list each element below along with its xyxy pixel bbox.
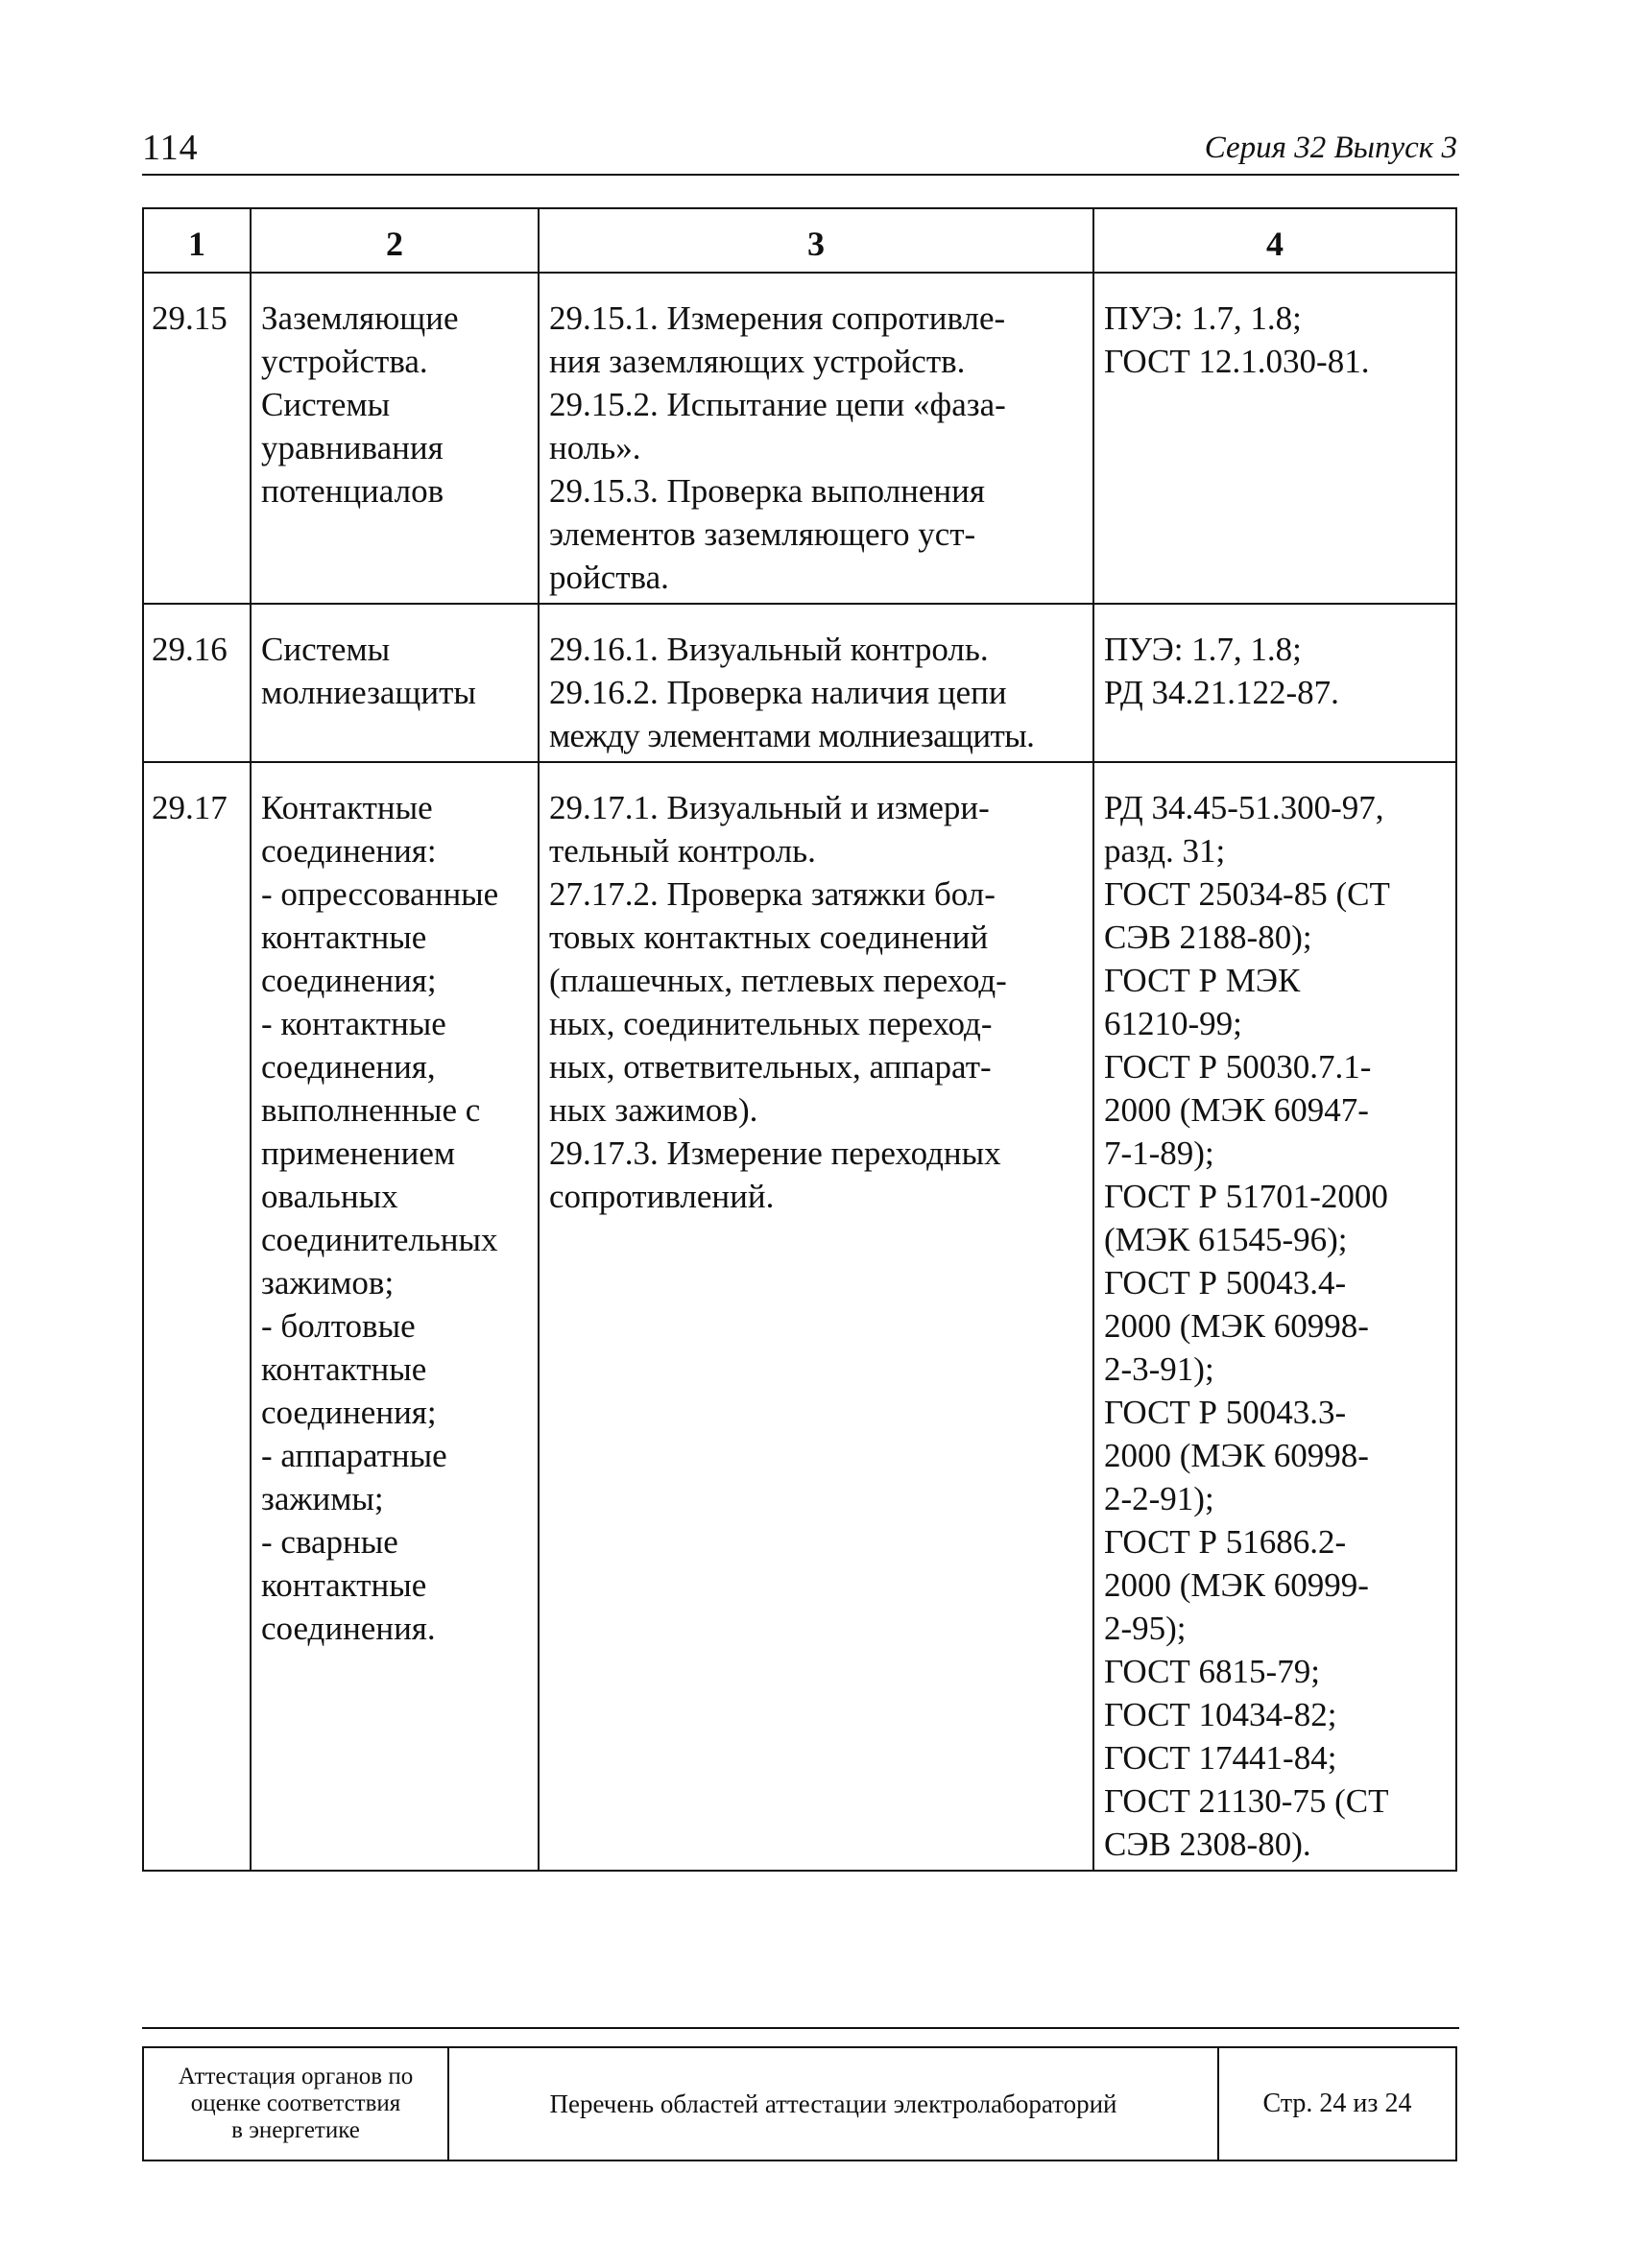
cell-line: ных, ответвительных, аппарат- [549, 1048, 992, 1086]
series-title: Серия 32 Выпуск 3 [1204, 131, 1457, 165]
cell-line: соединения: [261, 832, 437, 870]
cell-line: - аппаратные [261, 1437, 447, 1474]
column-header: 4 [1093, 208, 1456, 273]
cell-line: 29.15.1. Измерения сопротивле- [549, 299, 1006, 337]
cell-line: ПУЭ: 1.7, 1.8; [1104, 631, 1302, 668]
cell-line: Системы [261, 631, 391, 668]
cell-line: выполненные с [261, 1091, 481, 1129]
cell-line: 61210-99; [1104, 1005, 1242, 1042]
column-header: 2 [251, 208, 539, 273]
object-cell [251, 273, 539, 604]
cell-line: Заземляющие [261, 299, 459, 337]
cell-line: 2000 (МЭК 60998- [1104, 1307, 1369, 1345]
cell-line: (МЭК 61545-96); [1104, 1221, 1348, 1258]
row-number: 29.15 [143, 273, 251, 604]
cell-line: ных зажимов). [549, 1091, 758, 1129]
cell-line: зажимы; [261, 1480, 384, 1517]
cell-line: ГОСТ 17441-84; [1104, 1739, 1337, 1777]
docs-cell [1093, 273, 1456, 604]
attestation-table [142, 207, 1457, 1872]
checks-cell [539, 604, 1093, 762]
cell-line: 27.17.2. Проверка затяжки бол- [549, 875, 996, 913]
cell-line: ПУЭ: 1.7, 1.8; [1104, 299, 1302, 337]
cell-line: РД 34.21.122-87. [1104, 674, 1339, 711]
cell-line: разд. 31; [1104, 832, 1226, 870]
footer-page-indicator: Стр. 24 из 24 [1218, 2047, 1456, 2161]
cell-line: потенциалов [261, 472, 444, 510]
cell-line: ГОСТ Р 50043.4- [1104, 1264, 1347, 1301]
cell-line: контактные [261, 1350, 427, 1388]
cell-line: элементов заземляющего уст- [549, 515, 976, 553]
cell-line: применением [261, 1134, 456, 1172]
cell-line: молниезащиты [261, 674, 476, 711]
cell-line: 7-1-89); [1104, 1134, 1214, 1172]
cell-line: 29.16.2. Проверка наличия цепи [549, 674, 1007, 711]
cell-line: 29.16.1. Визуальный контроль. [549, 631, 989, 668]
cell-line: ГОСТ 6815-79; [1104, 1653, 1320, 1690]
cell-line: сопротивлений. [549, 1178, 775, 1215]
cell-line: 29.15.2. Испытание цепи «фаза- [549, 386, 1006, 423]
cell-line: РД 34.45-51.300-97, [1104, 789, 1384, 826]
cell-line: ГОСТ 12.1.030-81. [1104, 343, 1370, 380]
cell-line: 2000 (МЭК 60998- [1104, 1437, 1369, 1474]
cell-line: соединения; [261, 1394, 437, 1431]
cell-line: овальных [261, 1178, 398, 1215]
cell-line: устройства. [261, 343, 428, 380]
cell-line: ных, соединительных переход- [549, 1005, 993, 1042]
cell-line: ноль». [549, 429, 641, 466]
footer-document-title: Перечень областей аттестации электролабораторий [448, 2047, 1218, 2161]
cell-line: ГОСТ 10434-82; [1104, 1696, 1337, 1733]
cell-line: ГОСТ Р МЭК [1104, 962, 1301, 999]
table-row [143, 273, 1456, 604]
cell-line: товых контактных соединений [549, 919, 989, 956]
cell-line: 2000 (МЭК 60947- [1104, 1091, 1369, 1129]
cell-line: контактные [261, 919, 427, 956]
cell-line: ния заземляющих устройств. [549, 343, 966, 380]
page-number: 114 [142, 128, 199, 168]
cell-line: - контактные [261, 1005, 446, 1042]
cell-line: 2-95); [1104, 1610, 1187, 1647]
cell-line: ГОСТ 25034-85 (СТ [1104, 875, 1390, 913]
cell-line: 29.17.1. Визуальный и измери- [549, 789, 990, 826]
cell-line: контактные [261, 1566, 427, 1604]
header-divider [142, 174, 1459, 176]
cell-line: ГОСТ Р 50030.7.1- [1104, 1048, 1372, 1086]
cell-line: соединительных [261, 1221, 498, 1258]
cell-line: - сварные [261, 1523, 398, 1561]
cell-line: тельный контроль. [549, 832, 816, 870]
cell-line: - болтовые [261, 1307, 416, 1345]
footer-line: в энергетике [231, 2117, 360, 2143]
footer-table [142, 2046, 1457, 2161]
cell-line: ройства. [549, 559, 669, 596]
cell-line: - опрессованные [261, 875, 499, 913]
cell-line: СЭВ 2308-80). [1104, 1826, 1311, 1863]
cell-line: уравнивания [261, 429, 444, 466]
object-cell [251, 604, 539, 762]
cell-line: соединения; [261, 962, 437, 999]
cell-line: 2-3-91); [1104, 1350, 1214, 1388]
cell-line: 2000 (МЭК 60999- [1104, 1566, 1369, 1604]
table-row [143, 604, 1456, 762]
cell-line: ГОСТ Р 50043.3- [1104, 1394, 1347, 1431]
column-header: 1 [143, 208, 251, 273]
cell-line: 29.15.3. Проверка выполнения [549, 472, 985, 510]
cell-line: 2-2-91); [1104, 1480, 1214, 1517]
cell-line: (плашечных, петлевых переход- [549, 962, 1007, 999]
checks-cell [539, 273, 1093, 604]
footer-organization [143, 2047, 448, 2161]
object-cell [251, 762, 539, 1871]
cell-line: СЭВ 2188-80); [1104, 919, 1312, 956]
footer-divider [142, 2027, 1459, 2029]
cell-line: ГОСТ 21130-75 (СТ [1104, 1782, 1389, 1820]
cell-line: 29.17.3. Измерение переходных [549, 1134, 1001, 1172]
cell-line: Контактные [261, 789, 433, 826]
cell-line: между элементами молниезащиты. [549, 717, 1035, 754]
table-row [143, 762, 1456, 1871]
cell-line: соединения. [261, 1610, 436, 1647]
table-header-row [143, 208, 1456, 273]
docs-cell [1093, 762, 1456, 1871]
footer-line: Аттестация органов по [178, 2064, 414, 2089]
column-header: 3 [539, 208, 1093, 273]
row-number: 29.16 [143, 604, 251, 762]
footer-line: оценке соответствия [190, 2090, 401, 2116]
row-number: 29.17 [143, 762, 251, 1871]
checks-cell [539, 762, 1093, 1871]
cell-line: зажимов; [261, 1264, 395, 1301]
docs-cell [1093, 604, 1456, 762]
cell-line: ГОСТ Р 51701-2000 [1104, 1178, 1388, 1215]
cell-line: соединения, [261, 1048, 436, 1086]
cell-line: Системы [261, 386, 391, 423]
cell-line: ГОСТ Р 51686.2- [1104, 1523, 1347, 1561]
